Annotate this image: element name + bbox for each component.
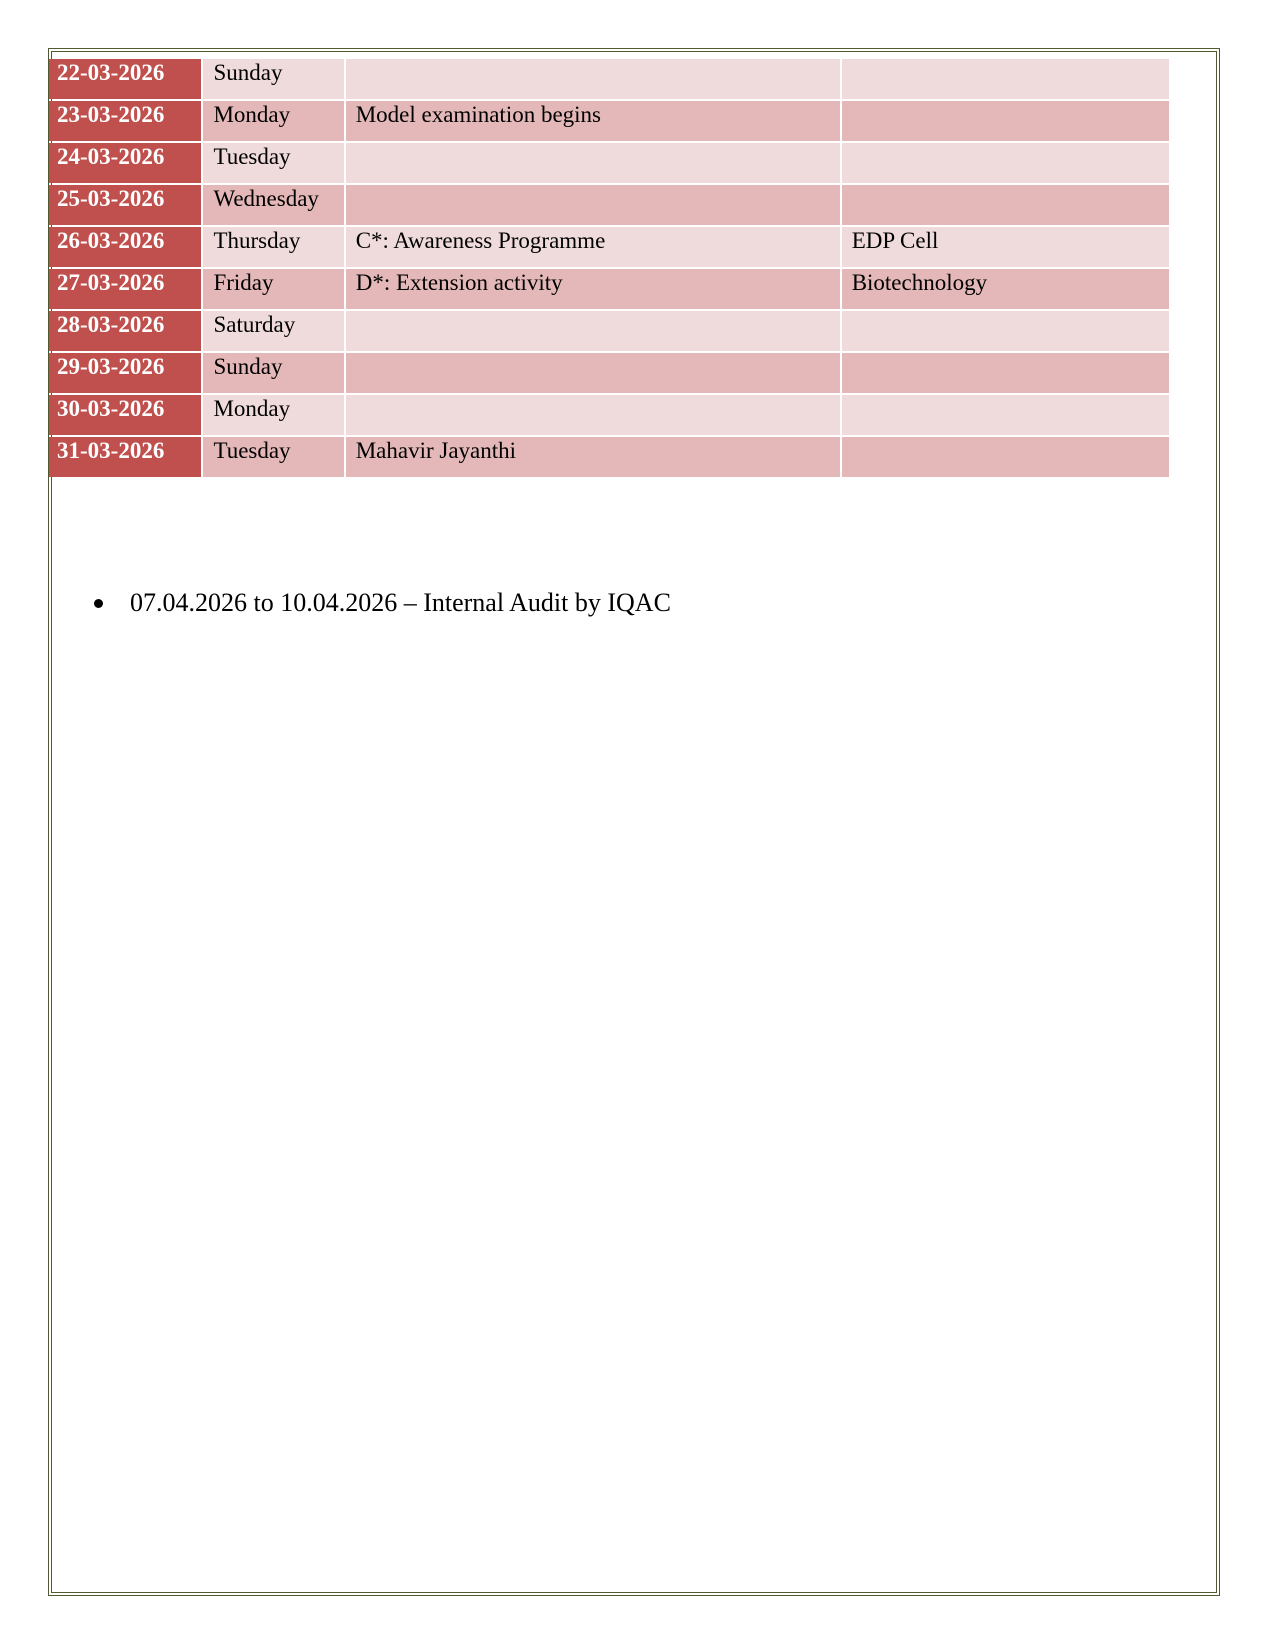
date-cell: 24-03-2026 xyxy=(49,143,201,183)
event-cell: C*: Awareness Programme xyxy=(346,227,840,267)
notes-list xyxy=(92,586,671,620)
event-cell: Mahavir Jayanthi xyxy=(346,437,840,477)
note-text: 07.04.2026 to 10.04.2026 – Internal Audit by IQAC xyxy=(130,588,671,617)
date-cell: 23-03-2026 xyxy=(49,101,201,141)
event-cell xyxy=(346,185,840,225)
event-cell xyxy=(346,395,840,435)
date-cell: 30-03-2026 xyxy=(49,395,201,435)
table-row xyxy=(49,101,1169,141)
department-cell: EDP Cell xyxy=(842,227,1169,267)
date-cell: 29-03-2026 xyxy=(49,353,201,393)
date-cell: 25-03-2026 xyxy=(49,185,201,225)
event-cell xyxy=(346,311,840,351)
table-row xyxy=(49,395,1169,435)
table-row xyxy=(49,269,1169,309)
day-cell: Monday xyxy=(203,101,343,141)
list-item xyxy=(92,586,671,620)
day-cell: Saturday xyxy=(203,311,343,351)
day-cell: Tuesday xyxy=(203,437,343,477)
date-cell: 31-03-2026 xyxy=(49,437,201,477)
department-cell xyxy=(842,143,1169,183)
date-cell: 22-03-2026 xyxy=(49,59,201,99)
day-cell: Sunday xyxy=(203,59,343,99)
date-cell: 27-03-2026 xyxy=(49,269,201,309)
department-cell xyxy=(842,59,1169,99)
event-cell xyxy=(346,59,840,99)
event-cell: D*: Extension activity xyxy=(346,269,840,309)
department-cell xyxy=(842,437,1169,477)
day-cell: Wednesday xyxy=(203,185,343,225)
department-cell: Biotechnology xyxy=(842,269,1169,309)
table-row xyxy=(49,185,1169,225)
event-cell xyxy=(346,353,840,393)
table-row xyxy=(49,143,1169,183)
date-cell: 26-03-2026 xyxy=(49,227,201,267)
department-cell xyxy=(842,101,1169,141)
table-row xyxy=(49,437,1169,477)
department-cell xyxy=(842,353,1169,393)
day-cell: Sunday xyxy=(203,353,343,393)
calendar-table xyxy=(47,57,1171,479)
event-cell: Model examination begins xyxy=(346,101,840,141)
table-row xyxy=(49,227,1169,267)
department-cell xyxy=(842,395,1169,435)
day-cell: Thursday xyxy=(203,227,343,267)
day-cell: Monday xyxy=(203,395,343,435)
table-row xyxy=(49,59,1169,99)
day-cell: Tuesday xyxy=(203,143,343,183)
day-cell: Friday xyxy=(203,269,343,309)
event-cell xyxy=(346,143,840,183)
department-cell xyxy=(842,311,1169,351)
bullet-icon xyxy=(94,599,103,608)
department-cell xyxy=(842,185,1169,225)
table-row xyxy=(49,311,1169,351)
date-cell: 28-03-2026 xyxy=(49,311,201,351)
table-row xyxy=(49,353,1169,393)
